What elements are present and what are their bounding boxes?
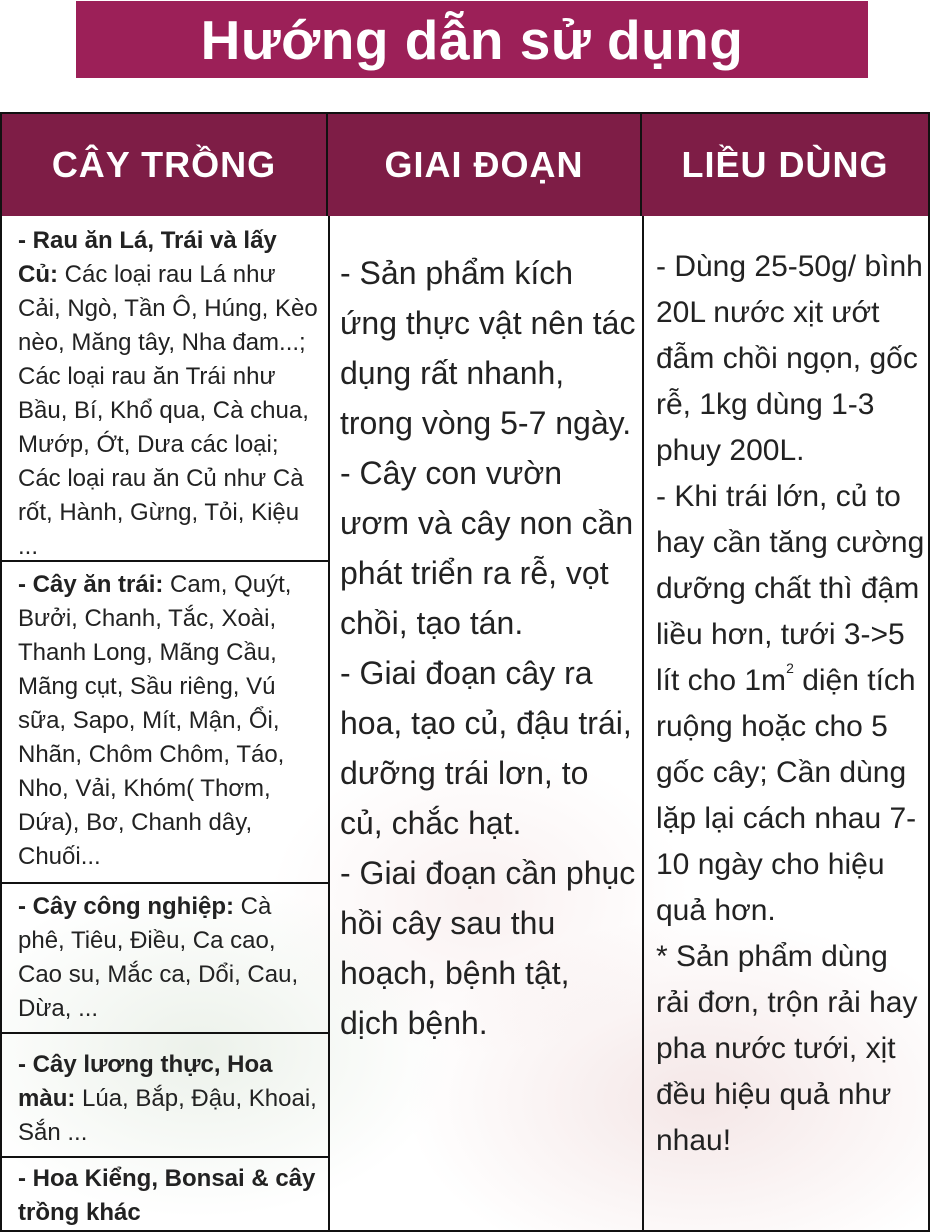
header-stage: GIAI ĐOẠN bbox=[328, 114, 642, 216]
table-header-row bbox=[2, 114, 928, 216]
stage-item: - Sản phẩm kích ứng thực vật nên tác dụng rất nhanh, trong vòng 5-7 ngày. bbox=[340, 255, 636, 441]
header-crop: CÂY TRỒNG bbox=[2, 114, 328, 216]
dose-item: - Dùng 25-50g/ bình 20L nước xịt ướt đẫm chồi ngọn, gốc rễ, 1kg dùng 1-3 phuy 200L. bbox=[656, 250, 923, 467]
stage-item: - Giai đoạn cây ra hoa, tạo củ, đậu trái, dưỡng trái lơn, to củ, chắc hạt. bbox=[340, 655, 632, 841]
dose-note: * Sản phẩm dùng rải đơn, trộn rải hay pha nước tưới, xịt đều hiệu quả như nhau! bbox=[656, 940, 918, 1157]
stage-item: - Giai đoạn cần phục hồi cây sau thu hoạch, bệnh tật, dịch bệnh. bbox=[340, 855, 636, 1041]
stage-item: - Cây con vườn ươm và cây non cần phát triển ra rễ, vọt chồi, tạo tán. bbox=[340, 455, 634, 641]
stage-column bbox=[340, 248, 636, 1048]
crop-group-list: Các loại rau Lá như Cải, Ngò, Tần Ô, Húng, Kèo nèo, Măng tây, Nha đam...; Các loại rau ăn Trái như Bầu, Bí, Khổ qua, Cà chua, Mướp, Ớt, Dưa các loại; Các loại rau ăn Củ như Cà rốt, Hành, Gừng, Tỏi, Kiệu ... bbox=[18, 261, 318, 560]
crop-group-list: Cam, Quýt, Bưởi, Chanh, Tắc, Xoài, Thanh Long, Mãng Cầu, Mãng cụt, Sầu riêng, Vú sữa, Sapo, Mít, Mận, Ổi, Nhãn, Chôm Chôm, Táo, Nho, Vải, Khóm( Thơm, Dứa), Bơ, Chanh dây, Chuối... bbox=[18, 571, 292, 870]
crop-row bbox=[2, 1034, 328, 1156]
crop-group-list: Cà phê, Tiêu, Điều, Ca cao, Cao su, Mắc ca, Dổi, Cau, Dừa, ... bbox=[18, 893, 299, 1022]
crop-row bbox=[2, 1158, 328, 1232]
dose-text: diện tích ruộng hoặc cho 5 gốc cây; Cần dùng lặp lại cách nhau 7-10 ngày cho hiệu quả hơn. bbox=[656, 664, 917, 927]
crop-row bbox=[2, 884, 328, 1032]
header-dose: LIỀU DÙNG bbox=[681, 144, 889, 185]
crop-group-name: - Hoa Kiểng, Bonsai & cây trồng khác bbox=[18, 1165, 316, 1226]
crop-group-list: Lúa, Bắp, Đậu, Khoai, Sắn ... bbox=[18, 1085, 317, 1146]
usage-table bbox=[0, 112, 930, 1232]
dose-text: - Khi trái lớn, củ to hay cần tăng cường dưỡng chất thì đậm liều hơn, tưới 3->5 lít cho 1m bbox=[656, 480, 925, 697]
title-banner bbox=[76, 1, 868, 78]
crop-group-name: - Cây ăn trái: bbox=[18, 571, 164, 598]
superscript: 2 bbox=[786, 660, 794, 676]
crop-group-name: - Cây lương thực, Hoa màu: bbox=[18, 1051, 273, 1112]
column-divider bbox=[328, 216, 330, 1230]
crop-row bbox=[2, 562, 328, 882]
dose-column bbox=[656, 244, 928, 1164]
crop-group-name: - Rau ăn Lá, Trái và lấy Củ: bbox=[18, 227, 277, 288]
column-divider bbox=[642, 216, 644, 1230]
dose-item bbox=[656, 474, 928, 934]
crop-row bbox=[2, 218, 328, 560]
crop-group-name: - Cây công nghiệp: bbox=[18, 893, 234, 920]
page-title: Hướng dẫn sử dụng bbox=[200, 8, 744, 71]
